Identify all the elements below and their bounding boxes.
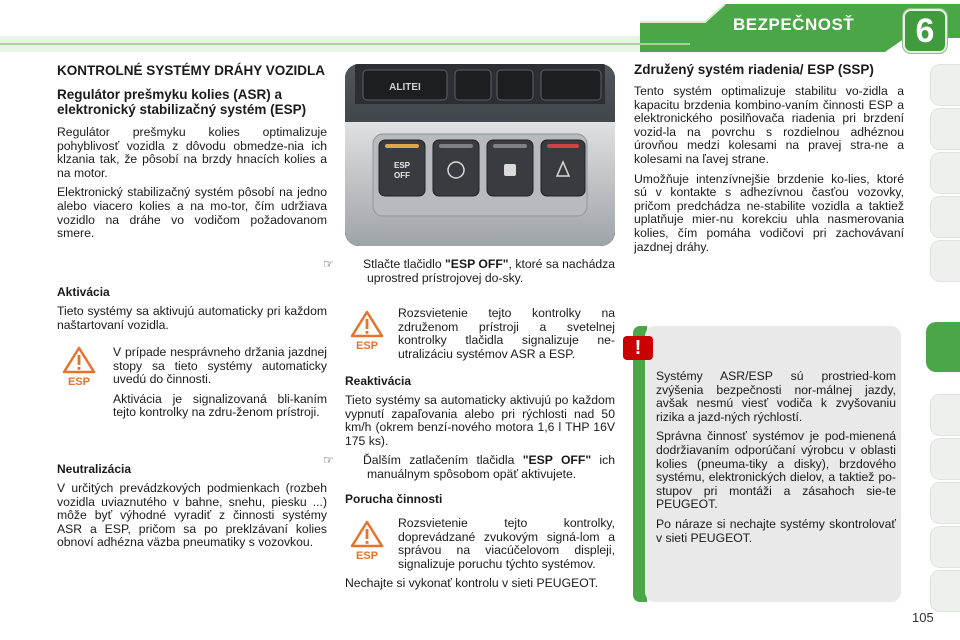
section-title: BEZPEČNOSŤ	[733, 15, 855, 34]
activation-text: Tieto systémy sa aktivujú automaticky pri každom naštartovaní vozidla.	[57, 304, 327, 332]
esp-warning-icon	[62, 346, 96, 386]
ssp-heading: Združený systém riadenia/ ESP (SSP)	[634, 62, 874, 77]
neutralization-section	[57, 462, 327, 556]
note-content	[656, 370, 896, 551]
ssp-paragraph-2: Umožňuje intenzívnejšie brzdenie ko-lies, ktoré sú v kontakte s adhezívnou časťou vozovky, pričom predchádza ne-stabilite vozidla a taktiež uplatňuje mier-nu korekciu uhla nasmerovania kolies, čím pomáha vodičovi pri zachovávaní jazdnej dráhy.	[634, 171, 904, 254]
esp-warning-label: ESP	[67, 376, 91, 386]
photo-off-label: OFF	[394, 171, 410, 180]
bullet1-text: Stlačte tlačidlo	[363, 257, 446, 271]
chapter-tab-active[interactable]	[926, 322, 960, 372]
fault-text: Rozsvietenie tejto kontrolky, doprevádzané zvukovým signá-lom a správou na viacúčelovom displeji, signalizuje poruchu týchto systémov.	[398, 516, 615, 571]
press-again-paragraph	[323, 453, 615, 481]
chapter-tab[interactable]	[930, 394, 960, 436]
photo-esp-label: ESP	[393, 161, 411, 170]
chapter-tab[interactable]	[930, 196, 960, 238]
warning-text-1	[113, 346, 327, 426]
paragraph-asr: Regulátor prešmyku kolies optimalizuje pohyblivosť vozidla z dôvodu obmedze-nia ich klzania tak, že pôsobí na brzdy hnacích kolies a na motor.	[57, 125, 327, 180]
note-paragraph-1: Systémy ASR/ESP sú prostried-kom zvýšenia bezpečnosti nor-málnej jazdy, avšak nesmú viesť vodiča k zvyšovaniu rizika a jazd-ných rýchlostí.	[656, 369, 896, 424]
bullet2-text: Ďalším zatlačením tlačidla	[363, 453, 523, 468]
fault-text-2: Nechajte si vykonať kontrolu v sieti PEUGEOT.	[345, 576, 599, 591]
chapter-tab[interactable]	[930, 108, 960, 150]
note-paragraph-3: Po náraze si nechajte systémy skontrolovať v sieti PEUGEOT.	[656, 516, 896, 545]
esp-warning-icon	[350, 310, 384, 350]
warning-light-paragraph: Rozsvietenie tejto kontrolky na združenom prístroji a svetelnej kontrolky tlačidla signalizuje ne-utralizáciu systémov ASR a ESP.	[398, 306, 615, 361]
reactivation-section	[323, 374, 615, 506]
left-column	[57, 62, 327, 247]
neutralization-warning-text	[398, 307, 615, 367]
reactivation-text: Tieto systémy sa automaticky aktivujú po každom vypnutí zapaľovania alebo pri rýchlosti nad 50 km/h (okrem benzí-nového motora 1,6 l THP 16V 175 ks).	[345, 393, 615, 448]
bullet-icon: ☞	[323, 257, 334, 271]
press-esp-off-paragraph	[323, 257, 615, 285]
reactivation-heading: Reaktivácia	[345, 374, 412, 388]
note-paragraph-2: Správna činnosť systémov je pod-mienená dodržiavaním odporúčaní výrobcu v oblasti kolies (pneuma-tiky a disky), brzdového systému, elektronických dielov, a taktiež po-stupov pri montáži a zásahoch sie-te PEUGEOT.	[656, 429, 896, 512]
esp-warning-label: ESP	[355, 340, 379, 350]
chapter-number: 6	[915, 12, 935, 50]
ssp-paragraph-1: Tento systém optimalizuje stabilitu vo-zidla a kapacitu brzdenia kombino-vaním činnosti ESP a elektronického posilňovača riadenia pri brzdení vozid-la na povrchu s rozdielnou adhéznou úrovňou medzi kolesami na pravej stra-ne a kolesami na ľavej strane.	[634, 84, 904, 166]
warning-para-2: Aktivácia je signalizovaná bli-kaním tejto kontrolky na zdru-ženom prístroji.	[113, 391, 327, 420]
fault-heading: Porucha činnosti	[345, 491, 443, 506]
fault-section	[345, 517, 615, 597]
esp-warning-label: ESP	[355, 550, 379, 560]
exclamation-icon: !	[623, 336, 653, 360]
middle-bullet-1	[323, 257, 615, 291]
bullet2-bold: "ESP OFF"	[522, 453, 592, 468]
page-number: 105	[912, 610, 934, 625]
dashboard-photo	[345, 64, 615, 246]
activation-section	[57, 285, 327, 338]
neutralization-heading: Neutralizácia	[57, 462, 132, 476]
chapter-tab[interactable]	[930, 152, 960, 194]
bullet1-bold: "ESP OFF"	[445, 257, 509, 271]
main-heading: KONTROLNÉ SYSTÉMY DRÁHY VOZIDLA	[57, 63, 326, 78]
right-column	[634, 62, 904, 260]
neutralization-text: V určitých prevádzkových podmienkach (rozbeh vozidla uviaznutého v bahne, snehu, piesku ...) môže byť výhodné vyradiť z činnosti systémy ASR a ESP, pričom sa po preklzávaní kolies obnoví adhézna väzba pneumatiky s vozovkou.	[57, 481, 327, 550]
bullet-icon: ☞	[323, 453, 334, 468]
chapter-tab[interactable]	[930, 570, 960, 612]
bullet2-text-end: ich manuálnym spôsobom opäť aktivujete.	[367, 453, 615, 481]
activation-heading: Aktivácia	[57, 285, 110, 299]
chapter-tab[interactable]	[930, 526, 960, 568]
bullet1-text-end: , ktoré sa nachádza uprostred prístrojovej do-sky.	[367, 257, 615, 285]
paragraph-esp: Elektronický stabilizačný systém pôsobí na jedno alebo viacero kolies a na mo-tor, čím udržiava vozidlo na dráhe vo vodičom požadovanom smere.	[57, 185, 327, 241]
chapter-tab[interactable]	[930, 240, 960, 282]
chapter-tabs	[926, 64, 960, 629]
chapter-tab[interactable]	[930, 64, 960, 106]
chapter-badge	[903, 9, 947, 53]
warning-para-1: V prípade nesprávneho držania jazdnej stopy sa tieto systémy automaticky uvedú do činnosti.	[113, 345, 327, 387]
subheading-asr-esp: Regulátor prešmyku kolies (ASR) a elektronický stabilizačný systém (ESP)	[57, 87, 307, 117]
chapter-tab[interactable]	[930, 438, 960, 480]
chapter-tab[interactable]	[930, 482, 960, 524]
photo-button-label: ALITEI	[389, 82, 421, 93]
